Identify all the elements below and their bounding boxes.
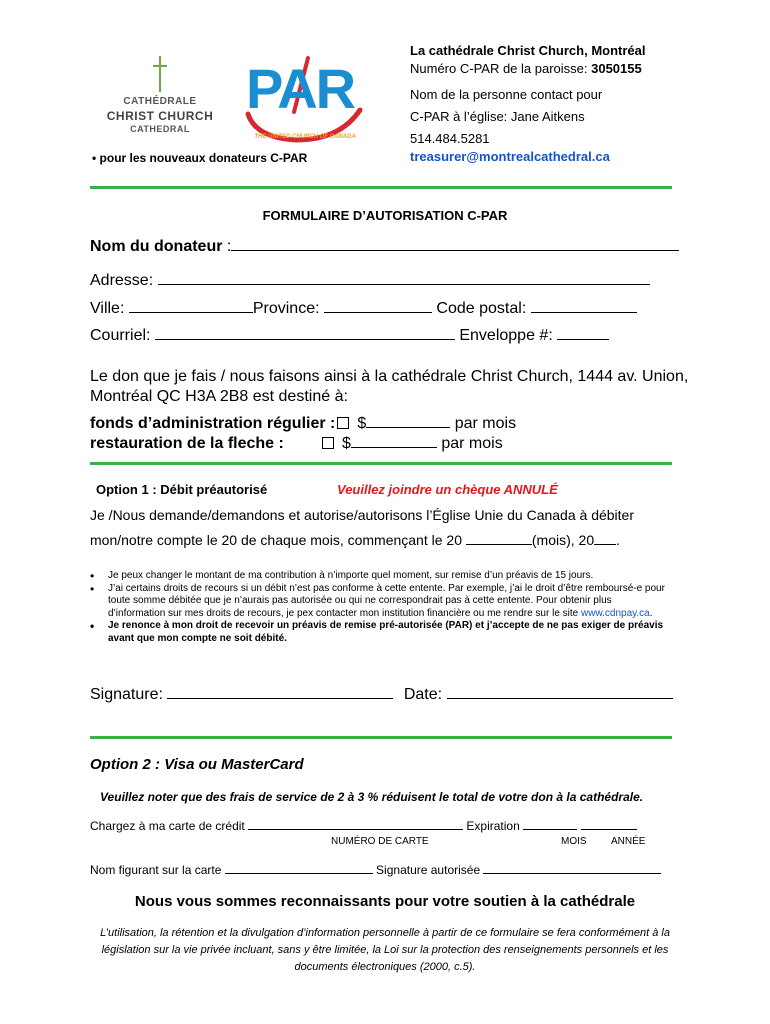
new-donors-note: • pour les nouveaux donateurs C-PAR bbox=[92, 151, 308, 165]
name-on-card-field[interactable] bbox=[225, 873, 373, 874]
fund2-checkbox[interactable] bbox=[322, 437, 334, 449]
city-row bbox=[90, 300, 637, 318]
rights-item-change-text: Je peux changer le montant de ma contribution à n’importe quel moment, sur remise d’un préavis de 15 jours. bbox=[108, 570, 594, 581]
donor-name-label: Nom du donateur bbox=[90, 238, 223, 255]
contact-line1: Nom de la personne contact pour bbox=[410, 87, 603, 102]
credit-card-label: Chargez à ma carte de crédit bbox=[90, 819, 249, 833]
date-label: Date: bbox=[399, 686, 447, 703]
fund1-row bbox=[90, 415, 516, 433]
date-field[interactable] bbox=[447, 698, 673, 699]
province-field[interactable] bbox=[324, 312, 432, 313]
phone: 514.484.5281 bbox=[410, 131, 490, 146]
postal-field[interactable] bbox=[531, 312, 637, 313]
credit-card-row bbox=[90, 819, 637, 833]
form-title: FORMULAIRE D’AUTORISATION C-PAR bbox=[262, 208, 508, 223]
cathedral-logo-line1: CATHÉDRALE bbox=[123, 96, 197, 107]
gift-line2: Montréal QC H3A 2B8 est destiné à: bbox=[90, 388, 348, 405]
par-logo-tagline: THE UNITED CHURCH OF CANADA bbox=[254, 134, 356, 140]
province-label: Province: bbox=[252, 300, 324, 317]
city-label: Ville: bbox=[90, 300, 129, 317]
header-divider bbox=[90, 186, 672, 189]
gift-statement bbox=[90, 367, 688, 407]
authorized-signature-field[interactable] bbox=[483, 873, 661, 874]
name-on-card-label: Nom figurant sur la carte bbox=[90, 863, 225, 877]
fund2-dollar: $ bbox=[342, 435, 351, 452]
card-number-caption: NUMÉRO DE CARTE bbox=[331, 836, 429, 847]
cathedral-logo bbox=[100, 52, 220, 140]
signature-field[interactable] bbox=[167, 698, 393, 699]
authorization-line1: Je /Nous demande/demandons et autorise/autorisons l’Église Unie du Canada à débiter bbox=[90, 507, 635, 523]
cancelled-cheque-note: Veuillez joindre un chèque ANNULÉ bbox=[337, 482, 558, 497]
envelope-label: Enveloppe #: bbox=[454, 327, 558, 344]
envelope-field[interactable] bbox=[557, 339, 609, 340]
card-number-field[interactable] bbox=[248, 829, 463, 830]
cathedral-logo-line2: CHRIST CHURCH bbox=[106, 109, 214, 123]
parish-number-label: Numéro C-PAR de la paroisse: bbox=[410, 61, 592, 76]
authorization-line2 bbox=[90, 532, 620, 548]
fund2-label: restauration de la fleche : bbox=[90, 435, 284, 452]
fund1-label: fonds d’administration régulier : bbox=[90, 415, 336, 432]
parish-number-line bbox=[410, 60, 646, 78]
cathedral-logo-line3: CATHEDRAL bbox=[130, 124, 190, 134]
expiry-month-field[interactable] bbox=[523, 829, 577, 830]
parish-number: 3050155 bbox=[591, 61, 642, 76]
church-name: La cathédrale Christ Church, Montréal bbox=[410, 43, 646, 58]
church-contact-block bbox=[410, 42, 646, 166]
form-divider bbox=[90, 462, 672, 465]
fund2-per-month: par mois bbox=[436, 435, 503, 452]
postal-label: Code postal: bbox=[431, 300, 531, 317]
city-field[interactable] bbox=[129, 312, 253, 313]
start-year-field[interactable] bbox=[594, 544, 616, 545]
month-caption: MOIS bbox=[561, 836, 587, 847]
donor-name-field[interactable] bbox=[231, 250, 679, 251]
option1-divider bbox=[90, 736, 672, 739]
fund2-amount-field[interactable] bbox=[351, 447, 437, 448]
email-link[interactable]: treasurer@montrealcathedral.ca bbox=[410, 149, 610, 164]
authorization-line2-end: . bbox=[616, 532, 620, 548]
rights-item-waiver-text: Je renonce à mon droit de recevoir un préavis de remise pré-autorisée (PAR) et j’accepte de ne pas exiger de préavis avant que mon compte ne soit débité. bbox=[108, 620, 664, 644]
authorized-signature-label: Signature autorisée bbox=[372, 863, 484, 877]
signature-label: Signature: bbox=[90, 686, 168, 703]
privacy-notice: L’utilisation, la rétention et la divulgation d’information personnelle à partir de ce formulaire se fera conformément à la législation sur la vie privée incluant, sans y être limitée, la Loi sur la protection des renseignements personnels et les documents électroniques (2000, c.5). bbox=[100, 927, 670, 973]
rights-item-recourse-end: . bbox=[649, 607, 653, 619]
email-row bbox=[90, 327, 609, 345]
address-field[interactable] bbox=[158, 284, 650, 285]
gift-line1: Le don que je fais / nous faisons ainsi à la cathédrale Christ Church, 1444 av. Union, bbox=[90, 368, 689, 385]
donor-name-row bbox=[90, 238, 679, 256]
rights-item-recourse-text: J’ai certains droits de recours si un débit n’est pas conforme à cette entente. Par exemple, j’ai le droit d’être remboursé-e pour toute somme débitée que je n’aurais pas autorisée ou qui ne correspondrait pas à cette entente. Pour obtenir plus d’information sur mes droits de recours, je pex contacter mon institution financière ou me rendre sur le site bbox=[108, 582, 665, 619]
rights-item-recourse bbox=[90, 583, 670, 621]
fund1-amount-field[interactable] bbox=[366, 427, 450, 428]
start-month-field[interactable] bbox=[466, 544, 532, 545]
name-on-card-row bbox=[90, 863, 661, 877]
par-logo bbox=[236, 52, 376, 152]
donor-name-colon: : bbox=[222, 238, 232, 255]
fund1-checkbox[interactable] bbox=[337, 417, 349, 429]
option2-title: Option 2 : Visa ou MasterCard bbox=[90, 756, 304, 773]
address-row bbox=[90, 272, 650, 290]
email-label: Courriel: bbox=[90, 327, 155, 344]
authorization-line2-mid: (mois), 20 bbox=[531, 532, 595, 548]
authorization-line2-start: mon/notre compte le 20 de chaque mois, commençant le 20 bbox=[90, 532, 466, 548]
cross-icon bbox=[100, 52, 220, 96]
expiry-year-field[interactable] bbox=[581, 829, 637, 830]
rights-item-waiver bbox=[90, 620, 670, 645]
signature-row bbox=[90, 686, 673, 704]
fund1-per-month: par mois bbox=[450, 415, 517, 432]
rights-list bbox=[90, 570, 670, 645]
rights-item-change bbox=[90, 570, 670, 583]
expiry-label: Expiration bbox=[463, 819, 524, 833]
email-field[interactable] bbox=[155, 339, 455, 340]
cdnpay-link[interactable]: www.cdnpay.ca bbox=[581, 607, 650, 619]
fund1-dollar: $ bbox=[357, 415, 367, 432]
fund2-row bbox=[90, 435, 503, 453]
service-fee-note: Veuillez noter que des frais de service de 2 à 3 % réduisent le total de votre don à la cathédrale. bbox=[100, 790, 644, 804]
address-label: Adresse: bbox=[90, 272, 158, 289]
thanks-message: Nous vous sommes reconnaissants pour votre soutien à la cathédrale bbox=[134, 893, 636, 910]
year-caption: ANNÉE bbox=[611, 836, 646, 847]
contact-line2: C-PAR à l’église: Jane Aitkens bbox=[410, 109, 585, 124]
par-logo-text: PAR bbox=[246, 57, 355, 120]
option1-title: Option 1 : Débit préautorisé bbox=[96, 482, 268, 497]
